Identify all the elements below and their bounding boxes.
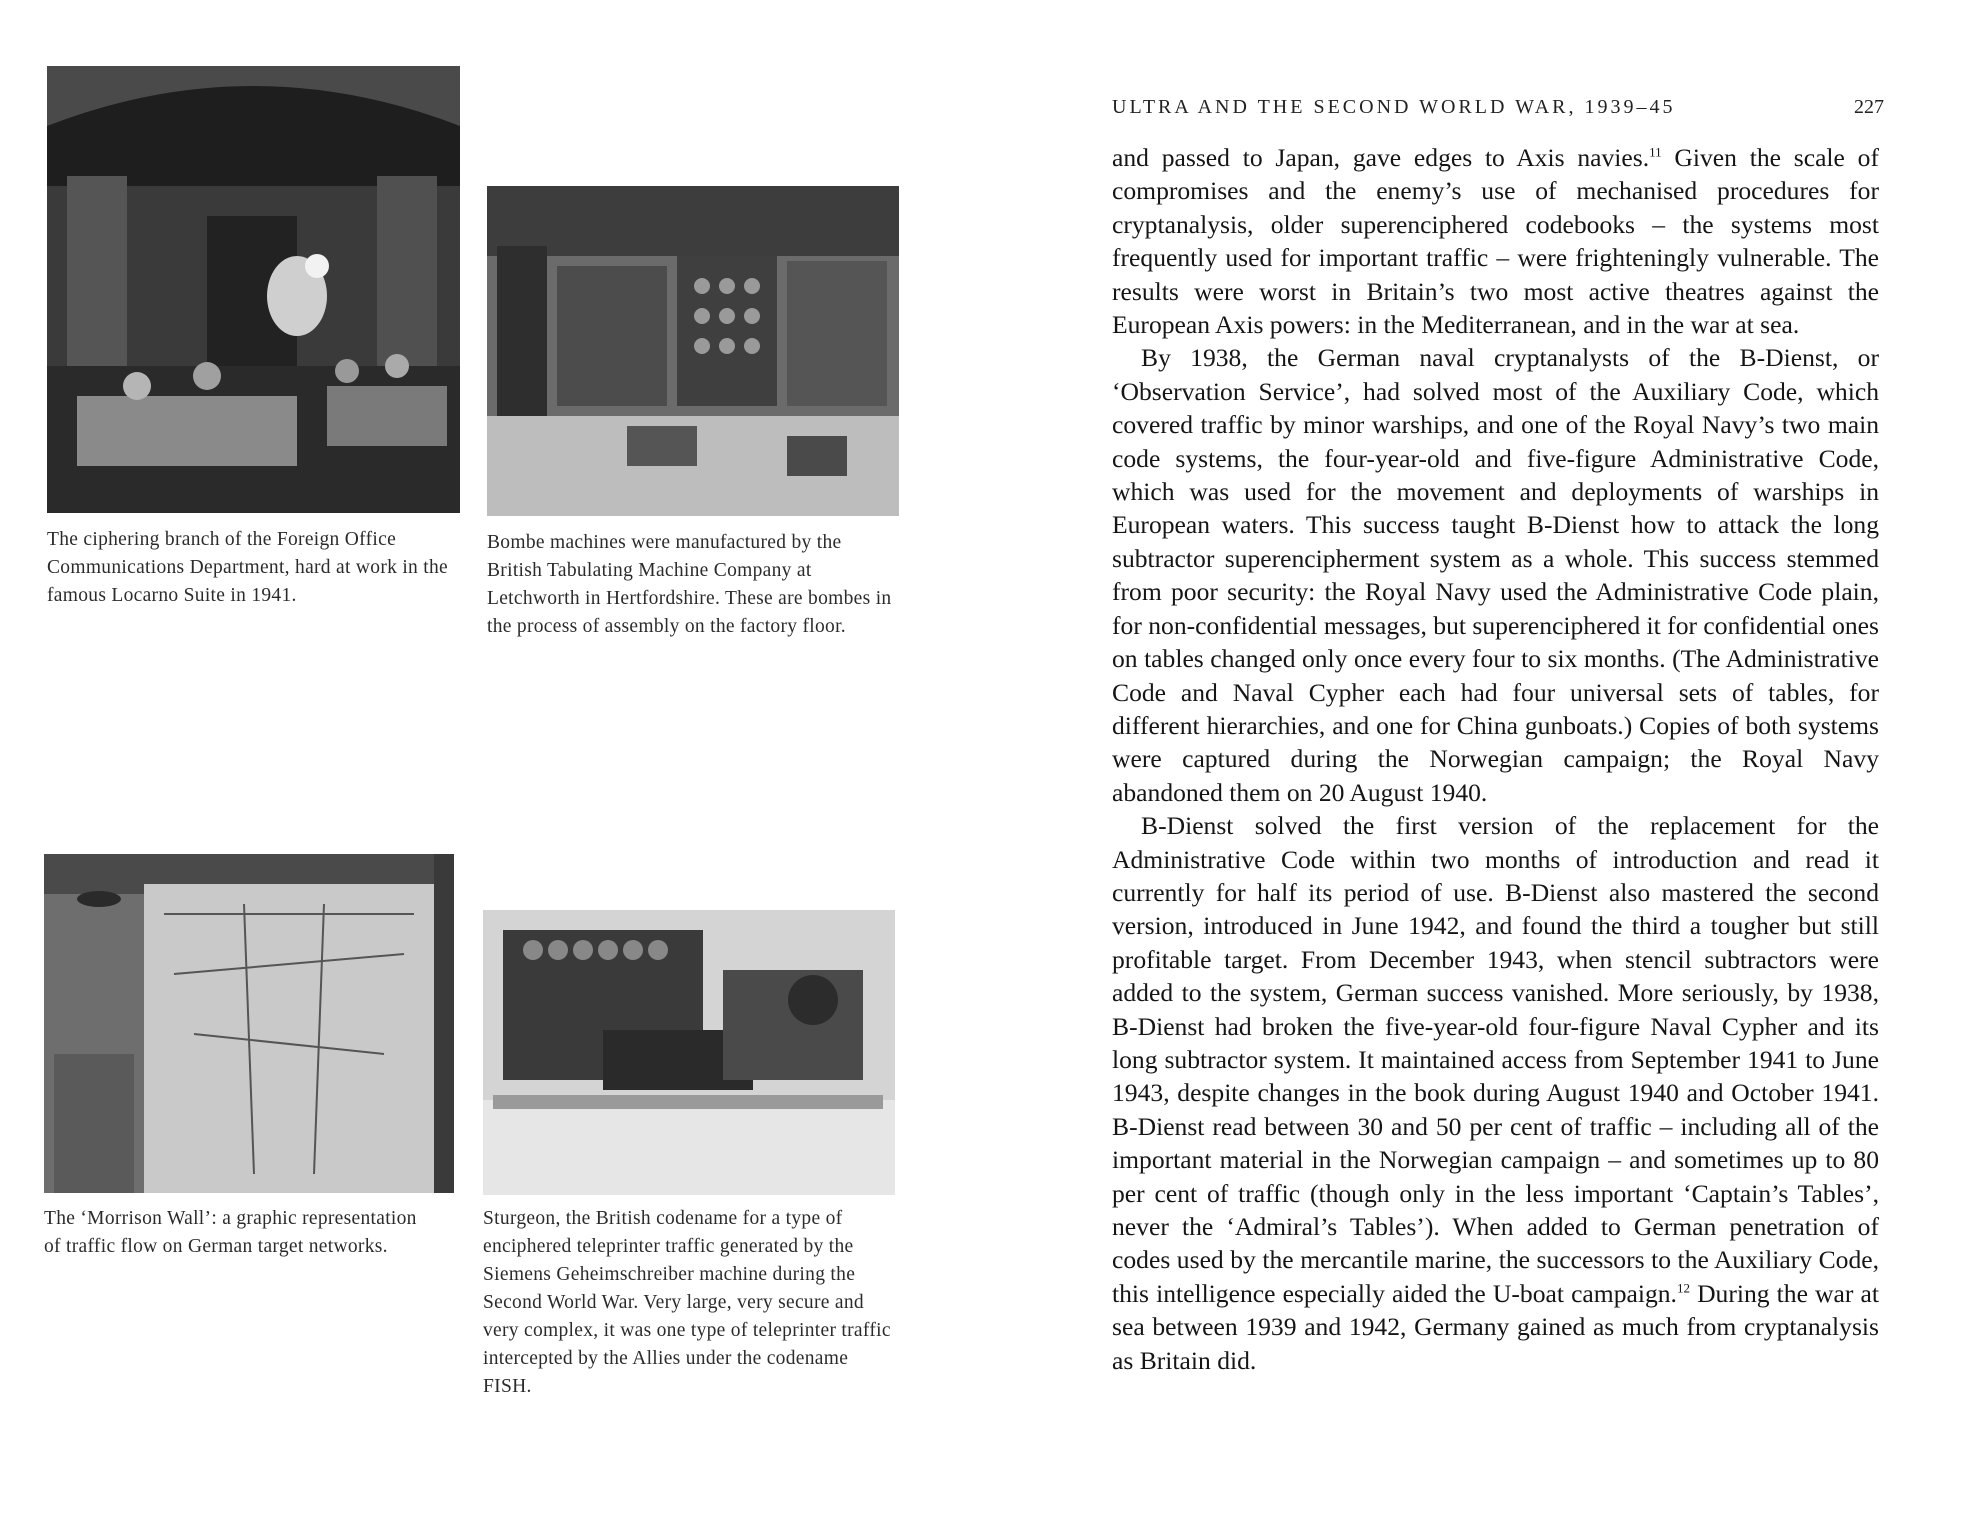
bombe-factory-photo (487, 186, 899, 516)
body-text (1112, 141, 1879, 1377)
paragraph-2: By 1938, the German naval cryptanalysts of the B-Dienst, or ‘Observation Service’, had solved most of the Auxiliary Code, which covered traffic by minor warships, and one of the Royal Navy’s two main code systems, the four-year-old and five-figure Administrative Code, which was used for the movement and deployments of warships in European waters. This success taught B-Dienst how to attack the long subtractor superencipherment system as a whole. This success stemmed from poor security: the Royal Navy used the Administrative Code plain, for non-confidential messages, but superenciphered it for confidential ones on tables changed only once every four to six months. (The Administrative Code and Naval Cypher each had four universal sets of tables, for different hierarchies, and one for China gunboats.) Copies of both systems were captured during the Norwegian campaign; the Royal Navy abandoned them on 20 August 1940. (1112, 343, 1879, 807)
paragraph-1-rest: Given the scale of compromises and the enemy’s use of mechanised procedures for cryptanalysis, older superenciphered codebooks – the systems most frequently used for important traffic – were frighteningly vulnerable. The results were worst in Britain’s two most active theatres against the European Axis powers: in the Mediterranean, and in the war at sea. (1112, 143, 1879, 340)
paragraph-1 (1112, 141, 1879, 341)
paragraph-3-text: B-Dienst solved the first version of the replacement for the Administrative Code within two months of introduction and read it currently for half its period of use. B-Dienst also mastered the second version, introduced in June 1942, and found the third a tougher but still profitable target. From December 1943, when stencil subtractors were added to the system, German success vanished. More seriously, by 1938, B-Dienst had broken the five-year-old four-figure Naval Cypher and its long subtractor system. It maintained access from September 1941 to June 1943, despite changes in the book during August 1940 and October 1941. B-Dienst read between 30 and 50 per cent of traffic – including all of the important material in the Norwegian campaign – and sometimes up to 80 per cent of traffic (though only in the less important ‘Captain’s Tables’, never the ‘Admiral’s Tables’). When added to German penetration of codes used by the mercantile marine, the successors to the Auxiliary Code, this intelligence especially aided the U-boat campaign. (1112, 811, 1879, 1308)
ciphering-room-photo (47, 66, 460, 513)
photo-ciphering-room-icon (47, 66, 460, 513)
ciphering-room-caption: The ciphering branch of the Foreign Office Communications Department, hard at work in the famous Locarno Suite in 1941. (47, 529, 449, 606)
morrison-wall-caption: The ‘Morrison Wall’: a graphic representation of traffic flow on German target networks. (44, 1208, 417, 1257)
footnote-ref-12[interactable]: 12 (1676, 1280, 1690, 1296)
right-page (991, 0, 1982, 1534)
photo-sturgeon-machine-icon (483, 910, 895, 1195)
page-number: 227 (1854, 96, 1884, 118)
photo-bombe-factory-icon (487, 186, 899, 516)
bombe-factory-caption: Bombe machines were manufactured by the British Tabulating Machine Company at Letchworth in Hertfordshire. These are bombes in the process of assembly on the factory floor. (487, 532, 892, 637)
paragraph-3 (1112, 809, 1879, 1377)
photo-morrison-wall-icon (44, 854, 454, 1193)
paragraph-3-rest: During the war at sea between 1939 and 1942, Germany gained as much from cryptanalysis as Britain did. (1112, 1278, 1879, 1375)
morrison-wall-photo (44, 854, 454, 1193)
running-head: ULTRA AND THE SECOND WORLD WAR, 1939–45 (1112, 96, 1676, 118)
sturgeon-machine-caption: Sturgeon, the British codename for a type of enciphered teleprinter traffic generated by the Siemens Geheimschreiber machine during the Second World War. Very large, very secure and very complex, it was one type of teleprinter traffic intercepted by the Allies under the codename FISH. (483, 1208, 891, 1397)
paragraph-1-text: and passed to Japan, gave edges to Axis navies. (1112, 143, 1650, 172)
footnote-ref-11[interactable]: 11 (1649, 144, 1662, 160)
sturgeon-machine-photo (483, 910, 895, 1195)
